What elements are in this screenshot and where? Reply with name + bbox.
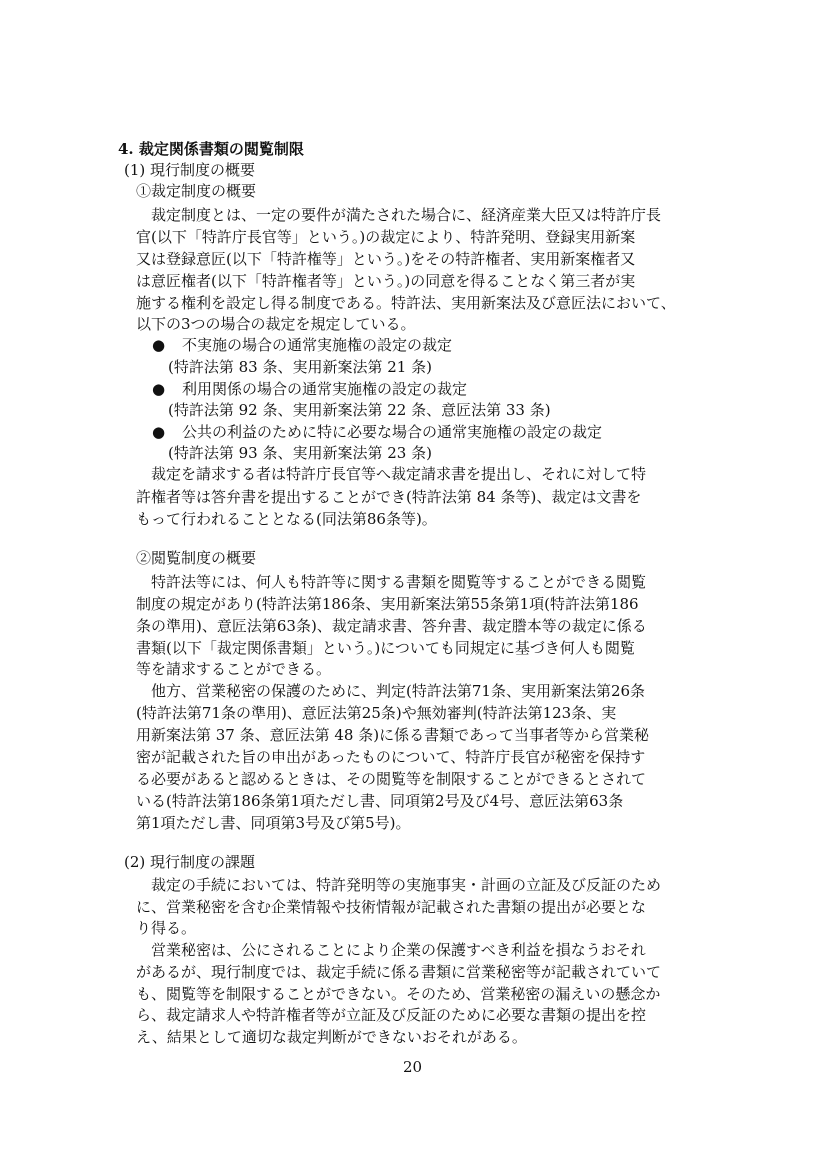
para6-line: ら、裁定請求人や特許権者等が立証及び反証のために必要な書類の提出を控 — [136, 1006, 647, 1024]
para3-line: 特許法等には、何人も特許等に関する書類を閲覧等することができる閲覧 — [151, 573, 647, 591]
para5-line: り得る。 — [136, 919, 197, 937]
para4-line: いる(特許法第186条第1項ただし書、同項第2号及び4号、意匠法第63条 — [136, 792, 624, 810]
para6-line: 営業秘密は、公にされることにより企業の保護すべき利益を損なうおそれ — [151, 941, 646, 959]
para5-line: に、営業秘密を含む企業情報や技術情報が記載された書類の提出が必要とな — [136, 898, 647, 916]
item-1-heading: ①裁定制度の概要 — [136, 182, 257, 200]
para3-line: 制度の規定があり(特許法第186条、実用新案法第55条第1項(特許法第186 — [136, 595, 639, 613]
para4-line: 用新案法第 37 条、意匠法第 48 条)に係る書類であって当事者等から営業秘 — [136, 726, 649, 744]
bullet-dot-icon: ● — [152, 423, 166, 441]
para2-line: もって行われることとなる(同法第86条等)。 — [136, 510, 437, 528]
section-heading: 4. 裁定関係書類の閲覧制限 — [118, 140, 304, 158]
para3-line: 条の準用)、意匠法第63条)、裁定請求書、答弁書、裁定謄本等の裁定に係る — [136, 617, 647, 635]
bullet-dot-icon: ● — [152, 336, 166, 354]
bullet-title: 不実施の場合の通常実施権の設定の裁定 — [182, 336, 453, 354]
para1-line: 施する権利を設定し得る制度である。特許法、実用新案法及び意匠法において、 — [136, 294, 676, 312]
bullet-dot-icon: ● — [152, 380, 166, 398]
page-number: 20 — [403, 1058, 423, 1076]
para4-line: 密が記載された旨の申出があったものについて、特許庁長官が秘密を保持す — [136, 748, 646, 766]
bullet-title: 利用関係の場合の通常実施権の設定の裁定 — [182, 380, 468, 398]
para4-line: 他方、営業秘密の保護のために、判定(特許法第71条、実用新案法第26条 — [151, 682, 646, 700]
para1-line: 以下の3つの場合の裁定を規定している。 — [136, 315, 416, 333]
bullet-reference: (特許法第 83 条、実用新案法第 21 条) — [168, 358, 432, 376]
subsection-2-heading: (2) 現行制度の課題 — [124, 853, 256, 871]
subsection-1-heading: (1) 現行制度の概要 — [124, 161, 256, 179]
para6-line: え、結果として適切な裁定判断ができないおそれがある。 — [136, 1028, 527, 1046]
para1-line: 官(以下「特許庁長官等」という。)の裁定により、特許発明、登録実用新案 — [136, 228, 636, 246]
para6-line: も、閲覧等を制限することができない。そのため、営業秘密の漏えいの懸念か — [136, 985, 661, 1003]
para4-line: 第1項ただし書、同項第3号及び第5号)。 — [136, 814, 411, 832]
item-2-heading: ②閲覧制度の概要 — [136, 549, 257, 567]
para3-line: 書類(以下「裁定関係書類」という。)についても同規定に基づき何人も閲覧 — [136, 639, 635, 657]
para4-line: (特許法第71条の準用)、意匠法第25条)や無効審判(特許法第123条、実 — [136, 704, 617, 722]
para1-line: 裁定制度とは、一定の要件が満たされた場合に、経済産業大臣又は特許庁長 — [151, 206, 662, 224]
para1-line: は意匠権者(以下「特許権者等」という。)の同意を得ることなく第三者が実 — [136, 272, 636, 290]
bullet-title: 公共の利益のために特に必要な場合の通常実施権の設定の裁定 — [182, 423, 603, 441]
para5-line: 裁定の手続においては、特許発明等の実施事実・計画の立証及び反証のため — [151, 876, 662, 894]
para4-line: る必要があると認めるときは、その閲覧等を制限することができるとされて — [136, 770, 647, 788]
bullet-reference: (特許法第 92 条、実用新案法第 22 条、意匠法第 33 条) — [168, 401, 551, 419]
bullet-reference: (特許法第 93 条、実用新案法第 23 条) — [168, 444, 432, 462]
para2-line: 許権者等は答弁書を提出することができ(特許法第 84 条等)、裁定は文書を — [136, 488, 642, 506]
para6-line: があるが、現行制度では、裁定手続に係る書類に営業秘密等が記載されていて — [136, 963, 662, 981]
para3-line: 等を請求することができる。 — [136, 660, 332, 678]
para1-line: 又は登録意匠(以下「特許権等」という。)をその特許権者、実用新案権者又 — [136, 250, 636, 268]
para2-line: 裁定を請求する者は特許庁長官等へ裁定請求書を提出し、それに対して特 — [151, 465, 647, 483]
